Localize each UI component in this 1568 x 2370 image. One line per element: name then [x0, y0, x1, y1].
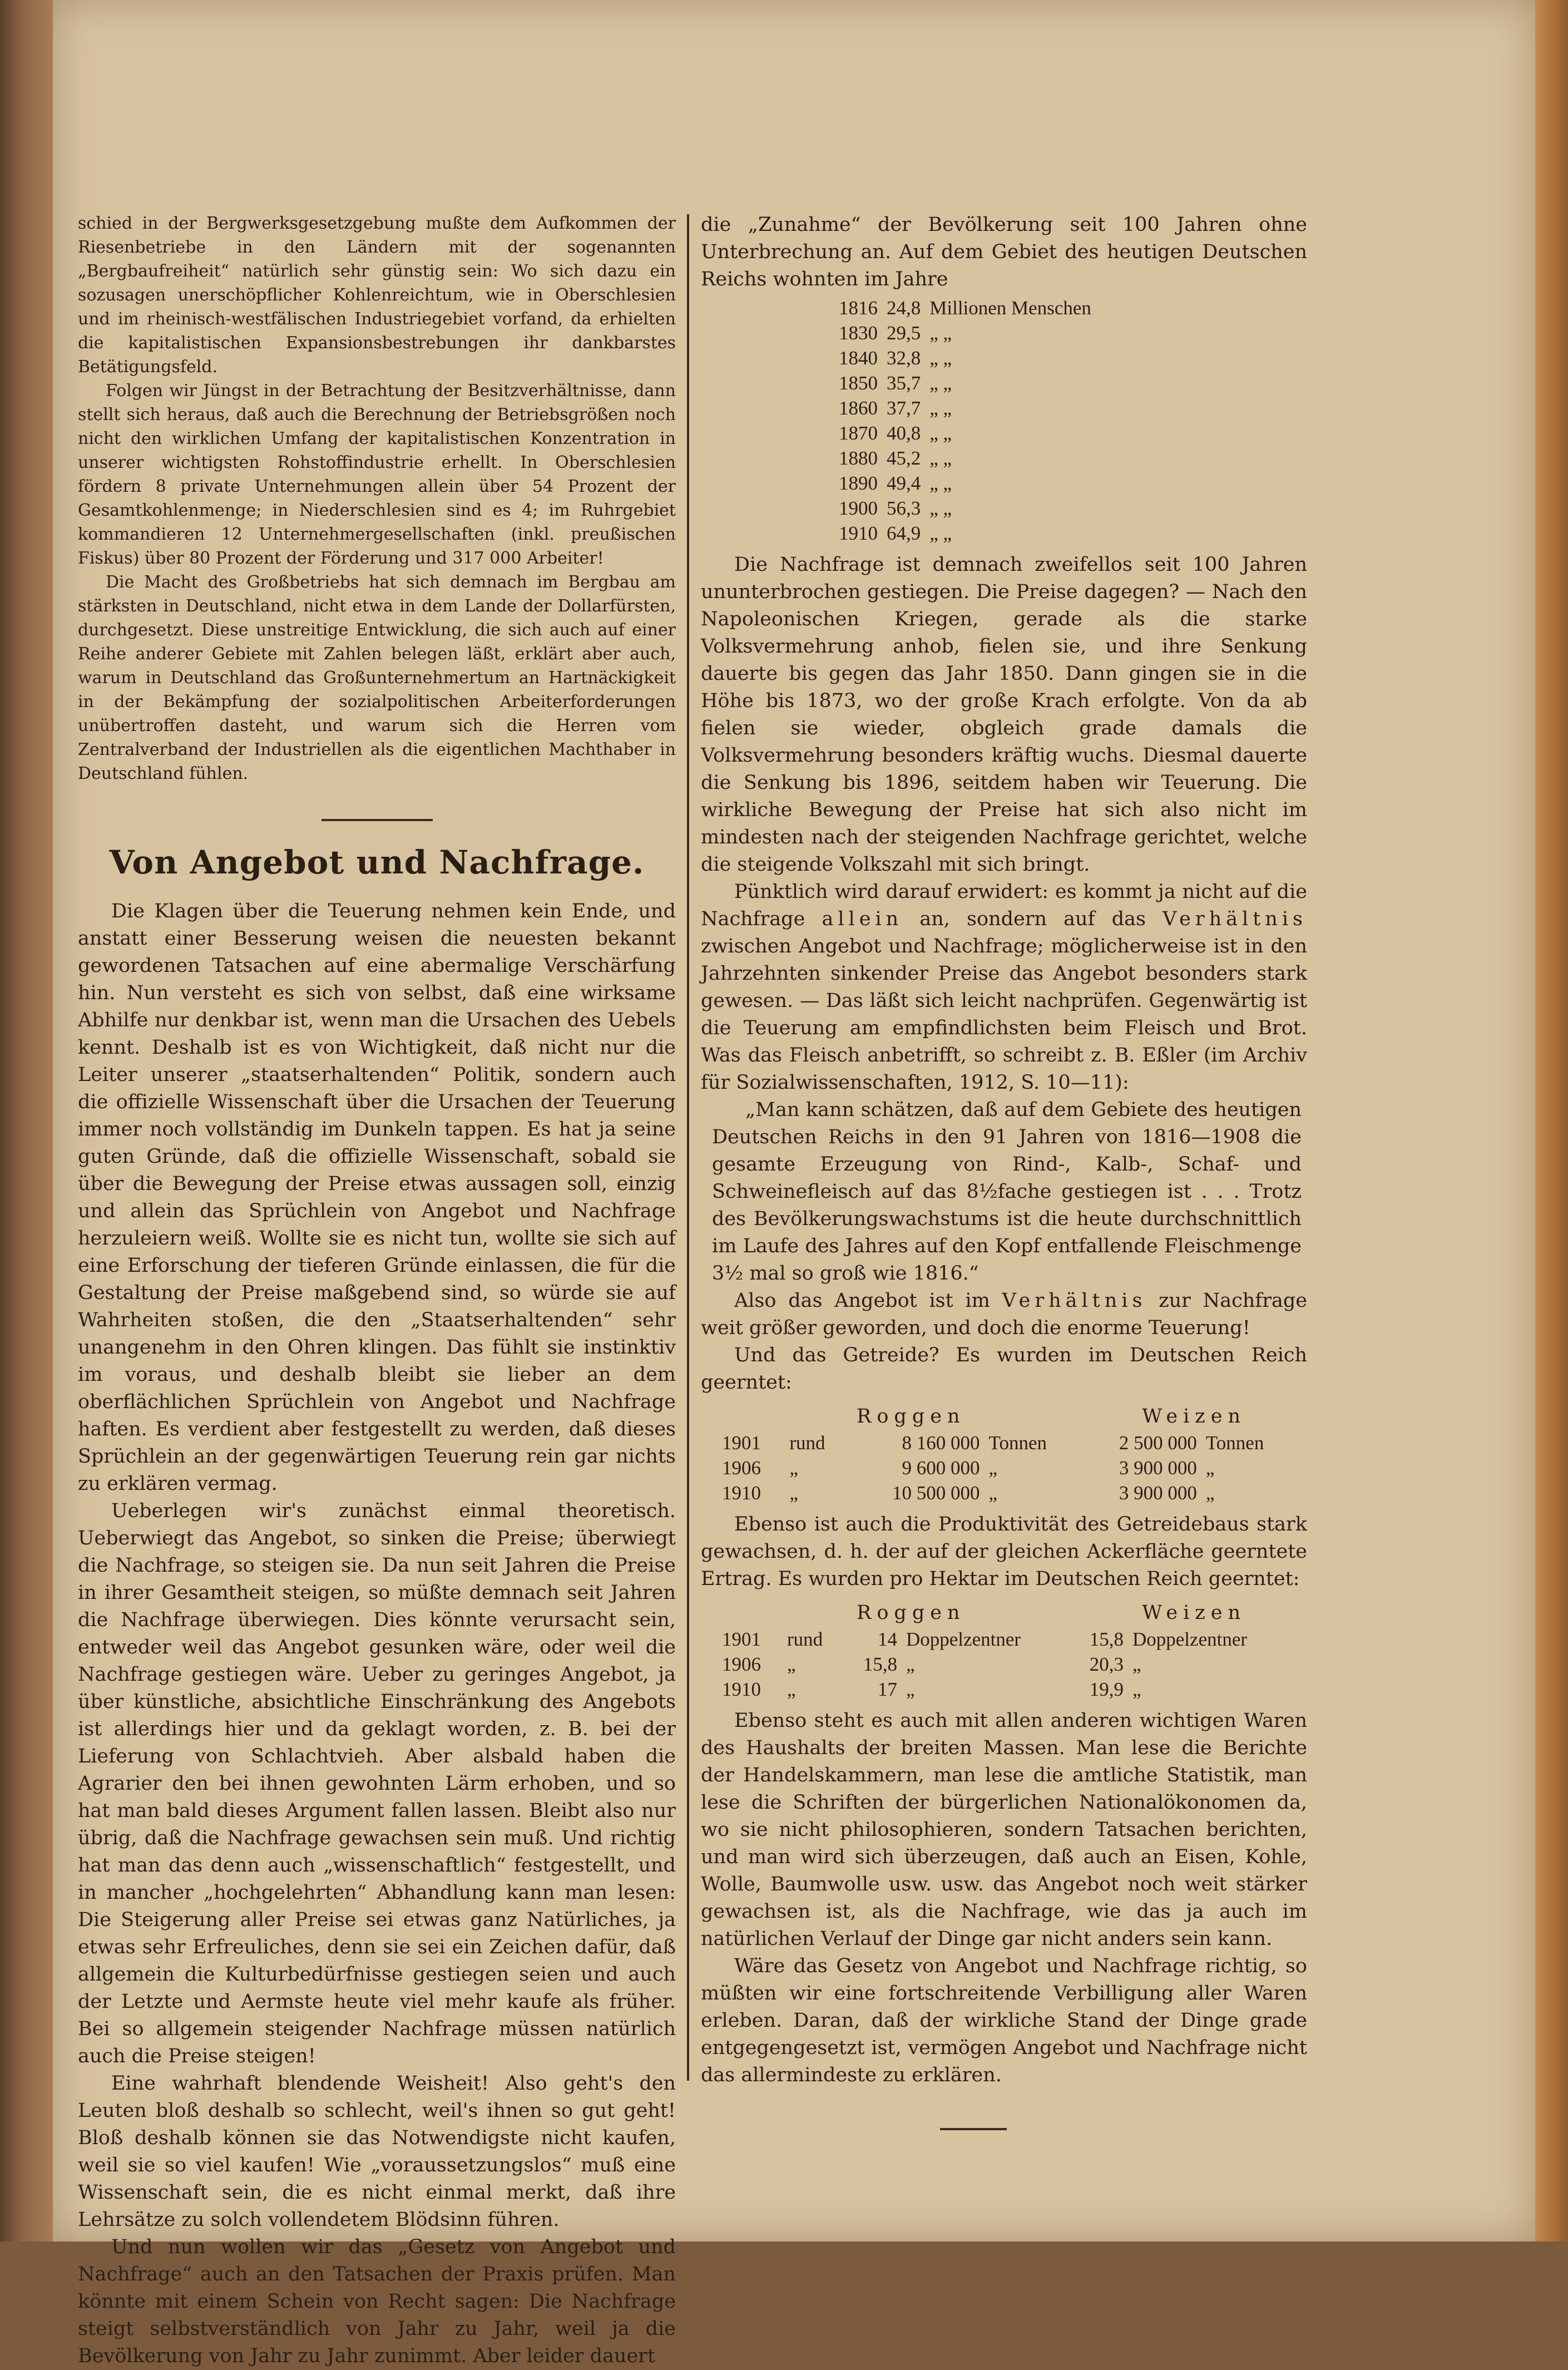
year-cell: 1900	[839, 497, 878, 519]
value-cell: 49,4	[887, 472, 921, 494]
column-header-wheat: Weizen	[1142, 1405, 1246, 1428]
unit-cell: „ „	[929, 322, 952, 344]
paragraph: Die Klagen über die Teuerung nehmen kein Ende, und anstatt einer Besserung weisen die neuesten bekannt gewordenen Tatsachen auf eine abermalige Verschärfung hin. Nun versteht es sich von selbst, daß eine wirksame Abhilfe nur denkbar ist, wenn man die Ursachen des Uebels kennt. Deshalb ist es von Wichtigkeit, daß nicht nur die Leiter unserer „staatserhaltenden“ Politik, sondern auch die offizielle Wissenschaft über die Ursachen der Teuerung immer noch vollständig im Dunkeln tappen. Es hat ja seine guten Gründe, daß die offizielle Wissenschaft, sobald sie über die Bewegung der Preise etwas aussagen soll, einzig und allein das Sprüchlein von Angebot und Nachfrage herzuleiern weiß. Wollte sie es nicht tun, wollte sie sich auf eine Erforschung der tieferen Gründe einlassen, die für die Gestaltung der Preise maßgebend sind, so würde sie auf Wahrheiten stoßen, die den „Staatserhaltenden“ sehr unangenehm in den Ohren klingen. Das fühlt sie instinktiv im voraus, und deshalb bleibt sie lieber an dem oberflächlichen Sprüchlein von Angebot und Nachfrage haften. Es verdient aber festgestellt zu werden, daß dieses Sprüchlein an der gegenwärtigen Teuerung rein gar nichts zu erklären vermag.	[78, 900, 676, 1495]
right-column	[701, 211, 1307, 2130]
emphasis: Verhältnis	[1163, 908, 1307, 930]
paragraph: Und das Getreide? Es wurden im Deutschen Reich geerntet:	[701, 1344, 1307, 1394]
unit-cell: Millionen Menschen	[929, 297, 1091, 319]
unit-cell: „ „	[929, 397, 952, 419]
prefix-cell: rund	[789, 1432, 825, 1454]
value-cell: 29,5	[887, 322, 921, 344]
year-cell: 1860	[839, 397, 878, 419]
prefix-cell: „	[789, 1482, 798, 1504]
rye-unit-cell: „	[988, 1482, 998, 1504]
year-cell: 1910	[722, 1482, 761, 1504]
yield-table	[718, 1627, 1296, 1702]
wheat-unit-cell: „	[1205, 1482, 1215, 1504]
column-header-rye: Roggen	[857, 1405, 966, 1428]
wheat-unit-cell: „	[1132, 1653, 1141, 1675]
table-row	[834, 295, 1096, 320]
article-title: Von Angebot und Nachfrage.	[109, 843, 645, 881]
year-cell: 1830	[839, 322, 878, 344]
wheat-value-cell: 15,8	[1089, 1628, 1124, 1650]
table-row	[834, 471, 1096, 496]
year-cell: 1906	[722, 1653, 761, 1675]
column-header-rye: Roggen	[857, 1602, 966, 1624]
year-cell: 1840	[839, 347, 878, 369]
table-row	[718, 1430, 1296, 1455]
table-row	[718, 1652, 1296, 1677]
table-row	[834, 320, 1096, 345]
paragraph: Die Nachfrage ist demnach zweifellos seit 100 Jahren ununterbrochen gestiegen. Die Preise dagegen? — Nach den Napoleonischen Kriegen, gerade als die starke Volksvermehrung anhob, fielen sie, und ihre Senkung dauerte bis gegen das Jahr 1850. Dann gingen sie in die Höhe bis 1873, wo der große Krach erfolgte. Von da ab fielen sie wieder, obgleich grade damals die Volksvermehrung besonders kräftig wuchs. Diesmal dauerte die Senkung bis 1896, seitdem haben wir Teuerung. Die wirkliche Bewegung der Preise hat sich also nicht im mindesten nach der steigenden Nachfrage gerichtet, welche die steigende Volkszahl mit sich bringt.	[701, 554, 1307, 876]
value-cell: 24,8	[887, 297, 921, 319]
wheat-value-cell: 2 500 000	[1119, 1432, 1197, 1454]
scan-book-edge-left	[0, 0, 53, 2241]
yield-table-header	[701, 1599, 1307, 1627]
unit-cell: „ „	[929, 372, 952, 394]
previous-article-conclusion	[78, 211, 676, 786]
table-row	[718, 1480, 1296, 1505]
year-cell: 1816	[839, 297, 878, 319]
value-cell: 32,8	[887, 347, 921, 369]
rye-value-cell: 17	[878, 1678, 897, 1700]
paragraph: Ueberlegen wir's zunächst einmal theoretisch. Ueberwiegt das Angebot, so sinken die Preise; überwiegt die Nachfrage, so steigen sie. Da nun seit Jahren die Preise in ihrer Gesamtheit steigen, so müßte demnach seit Jahren die Nachfrage überwiegen. Dies könnte verursacht sein, entweder weil das Angebot gesunken wäre, oder weil die Nachfrage gestiegen wäre. Ueber zu geringes Angebot, ja über künstliche, absichtliche Einschränkung des Angebots ist allerdings hier und da geklagt worden, z. B. bei der Lieferung von Schlachtvieh. Aber alsbald haben die Agrarier den bei ihnen gewohnten Lärm erhoben, und so hat man bald dieses Argument fallen lassen. Bleibt also nur übrig, daß die Nachfrage gewachsen sein muß. Und richtig hat man das denn auch „wissenschaftlich“ festgestellt, und in mancher „hochgelehrten“ Abhandlung kann man lesen: Die Steigerung aller Preise sei etwas ganz Natürliches, ja etwas sehr Erfreuliches, denn sie sei ein Zeichen dafür, daß allgemein die Kulturbedürfnisse gestiegen seien und auch der Letzte und Aermste heute viel mehr kaufe als früher. Bei so allgemein steigender Nachfrage müssen natürlich auch die Preise steigen!	[78, 1500, 676, 2067]
year-cell: 1850	[839, 372, 878, 394]
paragraph: schied in der Bergwerksgesetzgebung mußte dem Aufkommen der Riesenbetriebe in den Ländern mit der sogenannten „Bergbaufreiheit“ natürlich sehr günstig sein: Wo sich dazu ein sozusagen unerschöpflicher Kohlenreichtum, wie in Oberschlesien und im rheinisch-westfälischen Industriegebiet vorfand, da erhielten die kapitalistischen Expansionsbestrebungen ihr dankbarstes Betätigungsfeld.	[78, 214, 676, 377]
rye-unit-cell: „	[906, 1678, 915, 1700]
value-cell: 45,2	[887, 447, 921, 469]
article-end-mark	[940, 2128, 1007, 2130]
unit-cell: „ „	[929, 497, 952, 519]
table-row	[834, 446, 1096, 471]
table-row	[718, 1677, 1296, 1702]
emphasis: Verhältnis	[1002, 1290, 1147, 1312]
wheat-value-cell: 19,9	[1089, 1678, 1124, 1700]
text-run: zwischen Angebot und Nachfrage; möglicherweise ist in den Jahrzehnten sinkender Preise das Angebot besonders stark gewesen. — Das läßt sich leicht nachprüfen. Gegenwärtig ist die Teuerung am empfindlichsten beim Fleisch und Brot. Was das Fleisch anbetrifft, so schreibt z. B. Eßler (im Archiv für Sozialwissenschaften, 1912, S. 10—11):	[701, 935, 1307, 1094]
value-cell: 37,7	[887, 397, 921, 419]
rye-value-cell: 15,8	[863, 1653, 897, 1675]
unit-cell: „ „	[929, 347, 952, 369]
paragraph	[701, 878, 1307, 1097]
unit-cell: „ „	[929, 422, 952, 444]
emphasis: allein	[822, 908, 903, 930]
text-run: an, sondern auf das	[919, 908, 1146, 930]
table-row	[718, 1455, 1296, 1480]
paragraph: Folgen wir Jüngst in der Betrachtung der Besitzverhältnisse, dann stellt sich heraus, daß auch die Berechnung der Betriebsgrößen noch nicht den wirklichen Umfang der kapitalistischen Konzentration in unserer wichtigsten Rohstoffindustrie erhellt. In Oberschlesien fördern 8 private Unternehmungen allein über 54 Prozent der Gesamtkohlenmenge; in Niederschlesien sind es 4; im Ruhrgebiet kommandieren 12 Unternehmergesellschaften (inkl. preußischen Fiskus) über 80 Prozent der Förderung und 317 000 Arbeiter!	[78, 381, 676, 568]
text-run: Pünktlich wird darauf erwidert: es kommt ja nicht auf die Nachfrage	[701, 881, 1307, 930]
rye-value-cell: 14	[878, 1628, 897, 1650]
wheat-value-cell: 3 900 000	[1119, 1482, 1197, 1504]
quotation: „Man kann schätzen, daß auf dem Gebiete des heutigen Deutschen Reichs in den 91 Jahren von 1816—1908 die gesamte Erzeugung von Rind-, Kalb-, Schaf- und Schweinefleisch auf das 8½fache gestiegen ist . . . Trotz des Bevölkerungswachstums ist die heute durchschnittlich im Laufe des Jahres auf den Kopf entfallende Fleischmenge 3½ mal so groß wie 1816.“	[712, 1099, 1302, 1285]
scan-book-edge-right	[1535, 0, 1568, 2241]
table-row	[834, 371, 1096, 396]
paragraph: Die Macht des Großbetriebs hat sich demnach im Bergbau am stärksten in Deutschland, nicht etwa in dem Lande der Dollarfürsten, durchgesetzt. Diese unstreitige Entwicklung, die sich auch auf einer Reihe anderer Gebiete mit Zahlen belegen läßt, erklärt aber auch, warum in Deutschland das Großunternehmertum an Hartnäckigkeit in der Bekämpfung der sozialpolitischen Arbeiterforderungen unübertroffen dasteht, und warum sich die Herren vom Zentralverband der Industriellen als die eigentlichen Machthaber in Deutschland fühlen.	[78, 572, 676, 783]
paragraph: Ebenso ist auch die Produktivität des Getreidebaus stark gewachsen, d. h. der auf der gleichen Ackerfläche geerntete Ertrag. Es wurden pro Hektar im Deutschen Reich geerntet:	[701, 1513, 1307, 1590]
paragraph: Wäre das Gesetz von Angebot und Nachfrage richtig, so müßten wir eine fortschreitende Verbilligung aller Waren erleben. Daran, daß der wirkliche Stand der Dinge grade entgegengesetzt ist, vermögen Angebot und Nachfrage nicht das allermindeste zu erklären.	[701, 1955, 1307, 2086]
table-row	[834, 496, 1096, 521]
value-cell: 64,9	[887, 522, 921, 544]
table-row	[718, 1627, 1296, 1652]
year-cell: 1880	[839, 447, 878, 469]
paragraph: Ebenso steht es auch mit allen anderen wichtigen Waren des Haushalts der breiten Massen. Man lese die Berichte der Handelskammern, man lese die amtliche Statistik, man lese die Schriften der bürgerlichen Nationalökonomen da, wo sie nicht philosophieren, sondern Tatsachen berichten, und man wird sich überzeugen, daß auch an Eisen, Kohle, Wolle, Baumwolle usw. usw. das Angebot noch weit stärker gewachsen ist, als die Nachfrage, wie das ja auch im natürlichen Verlauf der Dinge gar nicht anders sein kann.	[701, 1710, 1307, 1950]
prefix-cell: „	[787, 1653, 796, 1675]
paragraph: Und nun wollen wir das „Gesetz von Angebot und Nachfrage“ auch an den Tatsachen der Praxis prüfen. Man könnte mit einem Schein von Recht sagen: Die Nachfrage steigt selbstverständlich von Jahr zu Jahr, weil ja die Bevölkerung von Jahr zu Jahr zunimmt. Aber leider dauert	[78, 2236, 676, 2367]
text-run: Also das Angebot ist im	[734, 1290, 990, 1312]
table-row	[834, 421, 1096, 446]
column-header-wheat: Weizen	[1142, 1602, 1246, 1624]
rye-unit-cell: Tonnen	[988, 1432, 1047, 1454]
population-table	[834, 295, 1096, 546]
table-row	[834, 521, 1096, 546]
wheat-unit-cell: „	[1205, 1457, 1215, 1479]
wheat-unit-cell: Tonnen	[1205, 1432, 1264, 1454]
article-separator	[321, 819, 433, 821]
harvest-table-header	[701, 1403, 1307, 1430]
year-cell: 1901	[722, 1432, 761, 1454]
year-cell: 1906	[722, 1457, 761, 1479]
rye-unit-cell: „	[906, 1653, 915, 1675]
rye-unit-cell: Doppelzentner	[906, 1628, 1021, 1650]
paragraph	[701, 1287, 1307, 1342]
article-body-left	[78, 898, 676, 2370]
prefix-cell: rund	[787, 1628, 823, 1650]
year-cell: 1901	[722, 1628, 761, 1650]
year-cell: 1910	[722, 1678, 761, 1700]
wheat-value-cell: 20,3	[1089, 1653, 1124, 1675]
prefix-cell: „	[787, 1678, 796, 1700]
value-cell: 56,3	[887, 497, 921, 519]
left-column	[78, 211, 676, 2370]
table-row	[834, 396, 1096, 421]
paragraph: Eine wahrhaft blendende Weisheit! Also geht's den Leuten bloß deshalb so schlecht, weil's ihnen so gut geht! Bloß deshalb können sie das Notwendigste nicht kaufen, weil sie so viel kaufen! Wie „voraussetzungslos“ muß eine Wissenschaft sein, die es nicht einmal merkt, daß ihre Lehrsätze zu solch vollendetem Blödsinn führen.	[78, 2072, 676, 2231]
paragraph: die „Zunahme“ der Bevölkerung seit 100 Jahren ohne Unterbrechung an. Auf dem Gebiet des heutigen Deutschen Reichs wohnten im Jahre	[701, 214, 1307, 290]
wheat-value-cell: 3 900 000	[1119, 1457, 1197, 1479]
harvest-table	[718, 1430, 1296, 1505]
prefix-cell: „	[789, 1457, 798, 1479]
value-cell: 35,7	[887, 372, 921, 394]
year-cell: 1870	[839, 422, 878, 444]
wheat-unit-cell: Doppelzentner	[1132, 1628, 1248, 1650]
rye-value-cell: 10 500 000	[892, 1482, 980, 1504]
unit-cell: „ „	[929, 447, 952, 469]
column-divider	[687, 214, 689, 2081]
year-cell: 1910	[839, 522, 878, 544]
unit-cell: „ „	[929, 472, 952, 494]
rye-value-cell: 9 600 000	[902, 1457, 980, 1479]
text-run: zur Nachfrage weit größer geworden, und doch die enorme Teuerung!	[701, 1290, 1307, 1339]
rye-unit-cell: „	[988, 1457, 998, 1479]
wheat-unit-cell: „	[1132, 1678, 1141, 1700]
table-row	[834, 345, 1096, 371]
unit-cell: „ „	[929, 522, 952, 544]
year-cell: 1890	[839, 472, 878, 494]
rye-value-cell: 8 160 000	[902, 1432, 980, 1454]
value-cell: 40,8	[887, 422, 921, 444]
